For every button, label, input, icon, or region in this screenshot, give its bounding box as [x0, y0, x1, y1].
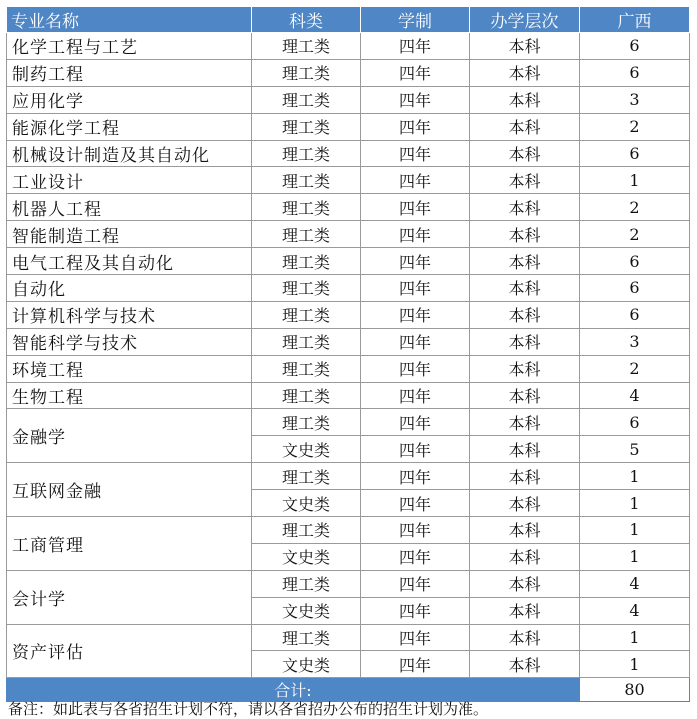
- quota-cell: 6: [580, 248, 690, 275]
- enrollment-plan-sheet: [6, 6, 689, 702]
- footnote: 备注：如此表与各省招生计划不符，请以各省招办公布的招生计划为准。: [8, 700, 489, 718]
- major-name-cell: 自动化: [7, 275, 252, 302]
- enrollment-plan-table: [6, 6, 690, 702]
- category-cell: 理工类: [252, 167, 361, 194]
- quota-cell: 6: [580, 301, 690, 328]
- duration-cell: 四年: [361, 490, 470, 517]
- level-cell: 本科: [470, 651, 580, 678]
- quota-cell: 1: [580, 624, 690, 651]
- level-cell: 本科: [470, 194, 580, 221]
- table-row: [7, 194, 690, 221]
- category-cell: 理工类: [252, 624, 361, 651]
- major-name-cell: 互联网金融: [7, 463, 252, 517]
- major-name-cell: 环境工程: [7, 355, 252, 382]
- category-cell: 理工类: [252, 328, 361, 355]
- level-cell: 本科: [470, 355, 580, 382]
- duration-cell: 四年: [361, 463, 470, 490]
- table-row: [7, 301, 690, 328]
- quota-cell: 6: [580, 33, 690, 60]
- total-label: 合计:: [7, 678, 580, 702]
- duration-cell: 四年: [361, 113, 470, 140]
- major-name-cell: 智能科学与技术: [7, 328, 252, 355]
- table-row: [7, 221, 690, 248]
- table-row: [7, 355, 690, 382]
- major-name-cell: 工业设计: [7, 167, 252, 194]
- table-row: [7, 624, 690, 651]
- duration-cell: 四年: [361, 382, 470, 409]
- quota-cell: 3: [580, 86, 690, 113]
- header-duration: 学制: [361, 7, 470, 33]
- duration-cell: 四年: [361, 570, 470, 597]
- table-body: [7, 33, 690, 678]
- duration-cell: 四年: [361, 33, 470, 60]
- quota-cell: 2: [580, 194, 690, 221]
- category-cell: 理工类: [252, 463, 361, 490]
- level-cell: 本科: [470, 167, 580, 194]
- level-cell: 本科: [470, 248, 580, 275]
- duration-cell: 四年: [361, 140, 470, 167]
- category-cell: 文史类: [252, 651, 361, 678]
- duration-cell: 四年: [361, 624, 470, 651]
- quota-cell: 6: [580, 140, 690, 167]
- level-cell: 本科: [470, 113, 580, 140]
- major-name-cell: 机器人工程: [7, 194, 252, 221]
- duration-cell: 四年: [361, 436, 470, 463]
- category-cell: 文史类: [252, 597, 361, 624]
- table-row: [7, 248, 690, 275]
- category-cell: 理工类: [252, 221, 361, 248]
- quota-cell: 2: [580, 113, 690, 140]
- major-name-cell: 电气工程及其自动化: [7, 248, 252, 275]
- table-row: [7, 59, 690, 86]
- category-cell: 理工类: [252, 248, 361, 275]
- table-row: [7, 86, 690, 113]
- quota-cell: 1: [580, 517, 690, 544]
- table-row: [7, 382, 690, 409]
- duration-cell: 四年: [361, 248, 470, 275]
- major-name-cell: 资产评估: [7, 624, 252, 678]
- category-cell: 理工类: [252, 86, 361, 113]
- table-row: [7, 33, 690, 60]
- table-row: [7, 167, 690, 194]
- category-cell: 理工类: [252, 517, 361, 544]
- header-level: 办学层次: [470, 7, 580, 33]
- quota-cell: 1: [580, 490, 690, 517]
- duration-cell: 四年: [361, 328, 470, 355]
- major-name-cell: 智能制造工程: [7, 221, 252, 248]
- quota-cell: 6: [580, 275, 690, 302]
- duration-cell: 四年: [361, 651, 470, 678]
- duration-cell: 四年: [361, 167, 470, 194]
- major-name-cell: 金融学: [7, 409, 252, 463]
- quota-cell: 1: [580, 543, 690, 570]
- duration-cell: 四年: [361, 301, 470, 328]
- level-cell: 本科: [470, 59, 580, 86]
- level-cell: 本科: [470, 409, 580, 436]
- table-row: [7, 275, 690, 302]
- total-value: 80: [580, 678, 690, 702]
- level-cell: 本科: [470, 328, 580, 355]
- category-cell: 理工类: [252, 275, 361, 302]
- category-cell: 文史类: [252, 543, 361, 570]
- quota-cell: 1: [580, 651, 690, 678]
- duration-cell: 四年: [361, 517, 470, 544]
- header-category: 科类: [252, 7, 361, 33]
- level-cell: 本科: [470, 543, 580, 570]
- quota-cell: 2: [580, 221, 690, 248]
- duration-cell: 四年: [361, 59, 470, 86]
- category-cell: 理工类: [252, 194, 361, 221]
- level-cell: 本科: [470, 597, 580, 624]
- category-cell: 理工类: [252, 382, 361, 409]
- category-cell: 理工类: [252, 59, 361, 86]
- level-cell: 本科: [470, 436, 580, 463]
- level-cell: 本科: [470, 624, 580, 651]
- level-cell: 本科: [470, 221, 580, 248]
- level-cell: 本科: [470, 517, 580, 544]
- duration-cell: 四年: [361, 355, 470, 382]
- level-cell: 本科: [470, 382, 580, 409]
- level-cell: 本科: [470, 275, 580, 302]
- table-header: [7, 7, 690, 33]
- quota-cell: 4: [580, 382, 690, 409]
- duration-cell: 四年: [361, 409, 470, 436]
- major-name-cell: 计算机科学与技术: [7, 301, 252, 328]
- category-cell: 理工类: [252, 140, 361, 167]
- category-cell: 理工类: [252, 113, 361, 140]
- category-cell: 文史类: [252, 436, 361, 463]
- quota-cell: 5: [580, 436, 690, 463]
- table-row: [7, 113, 690, 140]
- header-row: [7, 7, 690, 33]
- major-name-cell: 会计学: [7, 570, 252, 624]
- duration-cell: 四年: [361, 86, 470, 113]
- table-row: [7, 328, 690, 355]
- quota-cell: 4: [580, 570, 690, 597]
- table-row: [7, 463, 690, 490]
- quota-cell: 3: [580, 328, 690, 355]
- header-major: 专业名称: [7, 7, 252, 33]
- category-cell: 理工类: [252, 33, 361, 60]
- duration-cell: 四年: [361, 221, 470, 248]
- level-cell: 本科: [470, 490, 580, 517]
- category-cell: 理工类: [252, 355, 361, 382]
- level-cell: 本科: [470, 463, 580, 490]
- major-name-cell: 化学工程与工艺: [7, 33, 252, 60]
- header-region: 广西: [580, 7, 690, 33]
- major-name-cell: 机械设计制造及其自动化: [7, 140, 252, 167]
- category-cell: 文史类: [252, 490, 361, 517]
- quota-cell: 1: [580, 167, 690, 194]
- duration-cell: 四年: [361, 275, 470, 302]
- quota-cell: 4: [580, 597, 690, 624]
- category-cell: 理工类: [252, 301, 361, 328]
- duration-cell: 四年: [361, 597, 470, 624]
- quota-cell: 1: [580, 463, 690, 490]
- quota-cell: 6: [580, 59, 690, 86]
- level-cell: 本科: [470, 33, 580, 60]
- table-row: [7, 517, 690, 544]
- quota-cell: 2: [580, 355, 690, 382]
- level-cell: 本科: [470, 570, 580, 597]
- table-row: [7, 409, 690, 436]
- duration-cell: 四年: [361, 194, 470, 221]
- major-name-cell: 工商管理: [7, 517, 252, 571]
- major-name-cell: 应用化学: [7, 86, 252, 113]
- table-row: [7, 140, 690, 167]
- table-row: [7, 570, 690, 597]
- level-cell: 本科: [470, 86, 580, 113]
- category-cell: 理工类: [252, 409, 361, 436]
- level-cell: 本科: [470, 301, 580, 328]
- quota-cell: 6: [580, 409, 690, 436]
- major-name-cell: 制药工程: [7, 59, 252, 86]
- major-name-cell: 生物工程: [7, 382, 252, 409]
- major-name-cell: 能源化学工程: [7, 113, 252, 140]
- duration-cell: 四年: [361, 543, 470, 570]
- category-cell: 理工类: [252, 570, 361, 597]
- level-cell: 本科: [470, 140, 580, 167]
